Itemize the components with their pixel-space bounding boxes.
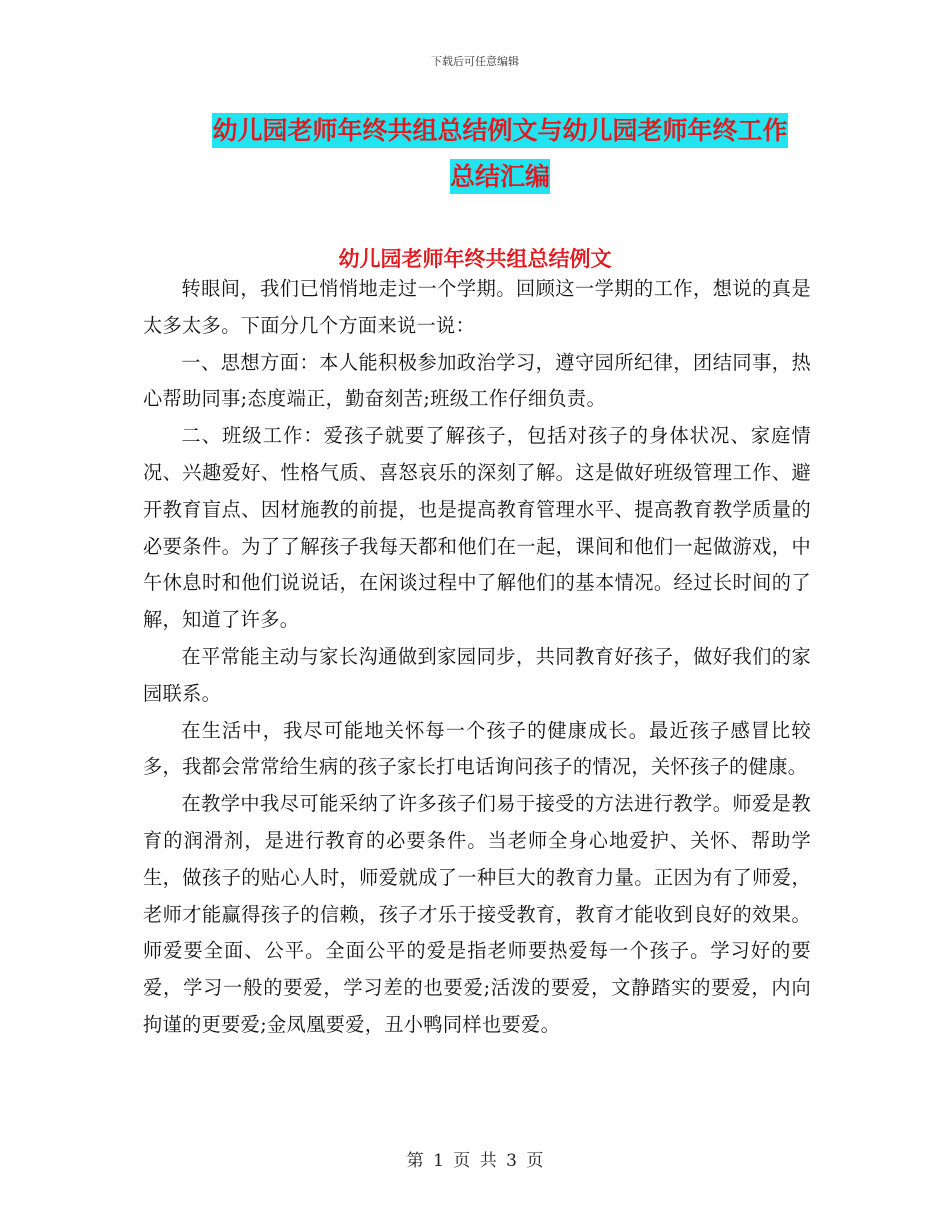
paragraph: 二、班级工作：爱孩子就要了解孩子，包括对孩子的身体状况、家庭情况、兴趣爱好、性格气质、喜怒哀乐的深刻了解。这是做好班级管理工作、避开教育盲点、因材施教的前提，也是提高教育管理水平、提高教育教学质量的必要条件。为了了解孩子我每天都和他们在一起，课间和他们一起做游戏，中午休息时和他们说说话，在闲谈过程中了解他们的基本情况。经过长时间的了解，知道了许多。 — [143, 424, 811, 632]
paragraph: 一、思想方面：本人能积极参加政治学习，遵守园所纪律，团结同事，热心帮助同事;态度端正，勤奋刻苦;班级工作仔细负责。 — [143, 350, 811, 411]
document-title — [190, 108, 810, 200]
paragraph: 在教学中我尽可能采纳了许多孩子们易于接受的方法进行教学。师爱是教育的润滑剂，是进行教育的必要条件。当老师全身心地爱护、关怀、帮助学生，做孩子的贴心人时，师爱就成了一种巨大的教育力量。正因为有了师爱，老师才能赢得孩子的信赖，孩子才乐于接受教育，教育才能收到良好的效果。师爱要全面、公平。全面公平的爱是指老师要热爱每一个孩子。学习好的要爱，学习一般的要爱，学习差的也要爱;活泼的要爱，文静踏实的要爱，内向拘谨的更要爱;金凤凰要爱，丑小鸭同样也要爱。 — [143, 792, 811, 1036]
paragraph: 在平常能主动与家长沟通做到家园同步，共同教育好孩子，做好我们的家园联系。 — [143, 644, 811, 705]
header-note: 下载后可任意编辑 — [431, 55, 519, 68]
document-title-line-1: 幼儿园老师年终共组总结例文与幼儿园老师年终工作 — [212, 113, 787, 148]
page-number-footer: 第 1 页 共 3 页 — [406, 1151, 544, 1171]
document-body — [143, 271, 811, 1044]
paragraph: 在生活中，我尽可能地关怀每一个孩子的健康成长。最近孩子感冒比较多，我都会常常给生病的孩子家长打电话询问孩子的情况，关怀孩子的健康。 — [143, 718, 811, 779]
paragraph: 转眼间，我们已悄悄地走过一个学期。回顾这一学期的工作，想说的真是太多太多。下面分几个方面来说一说： — [143, 277, 811, 337]
section-title: 幼儿园老师年终共组总结例文 — [338, 247, 612, 271]
document-title-line-2: 总结汇编 — [450, 159, 550, 194]
